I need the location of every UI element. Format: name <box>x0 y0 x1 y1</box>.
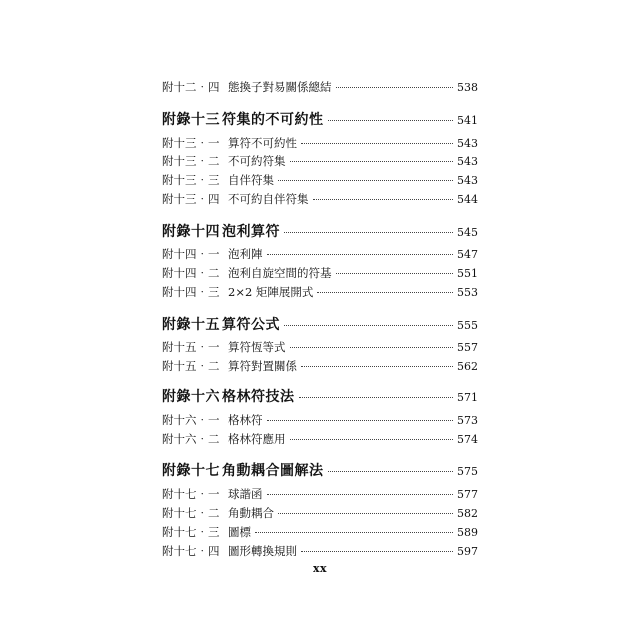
toc-entry <box>162 172 478 188</box>
dot-leader <box>336 87 454 88</box>
chapter-number: 附錄十四 <box>162 224 220 240</box>
dot-leader <box>290 439 454 440</box>
entry-title: 算符對置關係 <box>228 359 297 373</box>
dot-leader <box>328 120 454 121</box>
entry-page: 538 <box>457 81 478 94</box>
chapter-number: 附錄十六 <box>162 389 220 405</box>
dot-leader <box>290 347 454 348</box>
entry-page: 589 <box>457 526 478 539</box>
entry-title: 格林符應用 <box>228 432 286 446</box>
entry-page: 573 <box>457 414 478 427</box>
dot-leader <box>278 513 453 514</box>
entry-title: 不可約自伴符集 <box>228 192 309 206</box>
toc-entry <box>162 265 478 281</box>
entry-title: 態換子對易關係總結 <box>228 80 332 94</box>
entry-number: 附十五‧二 <box>162 359 220 373</box>
toc-entry <box>162 284 478 300</box>
entry-page: 543 <box>457 155 478 168</box>
entry-page: 543 <box>457 174 478 187</box>
entry-page: 543 <box>457 137 478 150</box>
entry-number: 附十七‧一 <box>162 487 220 501</box>
toc-entry <box>162 431 478 447</box>
dot-leader <box>301 143 453 144</box>
entry-number: 附十七‧二 <box>162 506 220 520</box>
toc-entry <box>162 524 478 540</box>
dot-leader <box>267 494 454 495</box>
chapter-number: 附錄十七 <box>162 463 220 479</box>
chapter-page: 571 <box>457 391 478 404</box>
dot-leader <box>284 325 453 326</box>
entry-number: 附十六‧一 <box>162 413 220 427</box>
toc-entry <box>162 79 478 95</box>
chapter-page: 545 <box>457 226 478 239</box>
entry-title: 泡利自旋空間的符基 <box>228 266 332 280</box>
entry-number: 附十七‧四 <box>162 544 220 558</box>
toc-entry <box>162 543 478 559</box>
toc-chapter <box>162 461 478 481</box>
dot-leader <box>299 397 454 398</box>
toc-entry <box>162 486 478 502</box>
entry-title: 格林符 <box>228 413 263 427</box>
chapter-title: 符集的不可約性 <box>222 112 324 128</box>
entry-title: 不可約符集 <box>228 154 286 168</box>
chapter-title: 算符公式 <box>222 317 280 333</box>
entry-page: 551 <box>457 267 478 280</box>
dot-leader <box>301 366 453 367</box>
dot-leader <box>284 232 453 233</box>
entry-number: 附十五‧一 <box>162 340 220 354</box>
dot-leader <box>267 254 454 255</box>
chapter-number: 附錄十三 <box>162 112 220 128</box>
toc-chapter <box>162 315 478 335</box>
entry-number: 附十二‧四 <box>162 80 220 94</box>
entry-page: 544 <box>457 193 478 206</box>
entry-title: 泡利陣 <box>228 247 263 261</box>
entry-page: 582 <box>457 507 478 520</box>
entry-title: 圖標 <box>228 525 251 539</box>
chapter-title: 泡利算符 <box>222 224 280 240</box>
entry-title: 球諧函 <box>228 487 263 501</box>
dot-leader <box>328 471 454 472</box>
toc-entry <box>162 505 478 521</box>
entry-title: 圖形轉換規則 <box>228 544 297 558</box>
dot-leader <box>317 292 453 293</box>
chapter-title: 格林符技法 <box>222 389 295 405</box>
entry-number: 附十三‧四 <box>162 192 220 206</box>
dot-leader <box>278 180 453 181</box>
entry-title: 角動耦合 <box>228 506 274 520</box>
entry-number: 附十四‧三 <box>162 285 220 299</box>
entry-number: 附十六‧二 <box>162 432 220 446</box>
chapter-page: 541 <box>457 114 478 127</box>
entry-page: 577 <box>457 488 478 501</box>
entry-number: 附十七‧三 <box>162 525 220 539</box>
toc-entry <box>162 135 478 151</box>
entry-page: 597 <box>457 545 478 558</box>
toc-entry <box>162 412 478 428</box>
entry-number: 附十四‧一 <box>162 247 220 261</box>
entry-page: 557 <box>457 341 478 354</box>
chapter-page: 555 <box>457 319 478 332</box>
entry-page: 547 <box>457 248 478 261</box>
dot-leader <box>301 551 453 552</box>
entry-number: 附十三‧一 <box>162 136 220 150</box>
toc-entry <box>162 153 478 169</box>
toc-entry <box>162 339 478 355</box>
toc-chapter <box>162 110 478 130</box>
toc-entry <box>162 246 478 262</box>
entry-page: 574 <box>457 433 478 446</box>
dot-leader <box>336 273 454 274</box>
entry-title: 自伴符集 <box>228 173 274 187</box>
dot-leader <box>290 161 454 162</box>
entry-number: 附十四‧二 <box>162 266 220 280</box>
entry-page: 553 <box>457 286 478 299</box>
page-number-footer: xx <box>312 562 328 575</box>
entry-title: 算符不可約性 <box>228 136 297 150</box>
chapter-page: 575 <box>457 465 478 478</box>
dot-leader <box>267 420 454 421</box>
chapter-number: 附錄十五 <box>162 317 220 333</box>
dot-leader <box>255 532 453 533</box>
toc-chapter <box>162 387 478 407</box>
toc-entry <box>162 191 478 207</box>
dot-leader <box>313 199 454 200</box>
entry-number: 附十三‧三 <box>162 173 220 187</box>
entry-title: 算符恆等式 <box>228 340 286 354</box>
chapter-title: 角動耦合圖解法 <box>222 463 324 479</box>
entry-title: 2×2 矩陣展開式 <box>228 285 314 299</box>
toc-chapter <box>162 222 478 242</box>
toc-entry <box>162 358 478 374</box>
entry-number: 附十三‧二 <box>162 154 220 168</box>
entry-page: 562 <box>457 360 478 373</box>
